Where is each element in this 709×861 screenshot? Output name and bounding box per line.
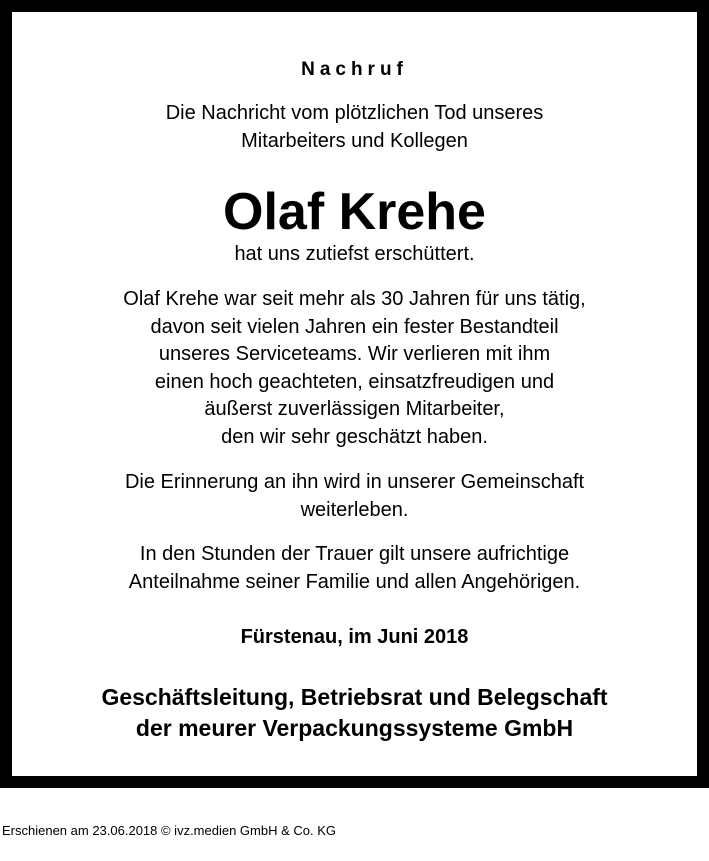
career-line: den wir sehr geschätzt haben. [221, 425, 488, 448]
signature-block [12, 682, 697, 744]
intro-line: Mitarbeiters und Kollegen [241, 129, 468, 152]
career-line: davon seit vielen Jahren ein fester Bestandteil [150, 315, 559, 338]
publication-footer: Erschienen am 23.06.2018 © ivz.medien GmbH & Co. KG [2, 823, 337, 838]
intro-line: Die Nachricht vom plötzlichen Tod unseres [165, 102, 544, 124]
deceased-name: Olaf Krehe [223, 183, 486, 241]
memory-line: Die Erinnerung an ihn wird in unserer Gemeinschaft [124, 471, 585, 493]
obituary-notice-content [12, 12, 697, 776]
memory-line: weiterleben. [300, 498, 409, 521]
memory-paragraph [12, 469, 697, 524]
shaken-line: hat uns zutiefst erschüttert. [234, 243, 475, 265]
condolence-line: In den Stunden der Trauer gilt unsere aufrichtige [139, 543, 570, 565]
career-line: Olaf Krehe war seit mehr als 30 Jahren für uns tätig, [123, 288, 586, 310]
career-line: unseres Serviceteams. Wir verlieren mit ihm [158, 343, 551, 365]
career-line: äußerst zuverlässigen Mitarbeiter, [204, 398, 505, 420]
career-line: einen hoch geachteten, einsatzfreudigen und [154, 370, 555, 393]
condolence-paragraph [12, 541, 697, 596]
signature-line: Geschäftsleitung, Betriebsrat und Belegschaft [101, 684, 608, 710]
signature-line: der meurer Verpackungssysteme GmbH [135, 715, 574, 741]
intro-paragraph [12, 100, 697, 155]
place-date: Fürstenau, im Juni 2018 [240, 626, 469, 648]
condolence-line: Anteilnahme seiner Familie und allen Angehörigen. [128, 570, 581, 593]
notice-heading: Nachruf [301, 59, 408, 80]
career-paragraph [12, 286, 697, 451]
